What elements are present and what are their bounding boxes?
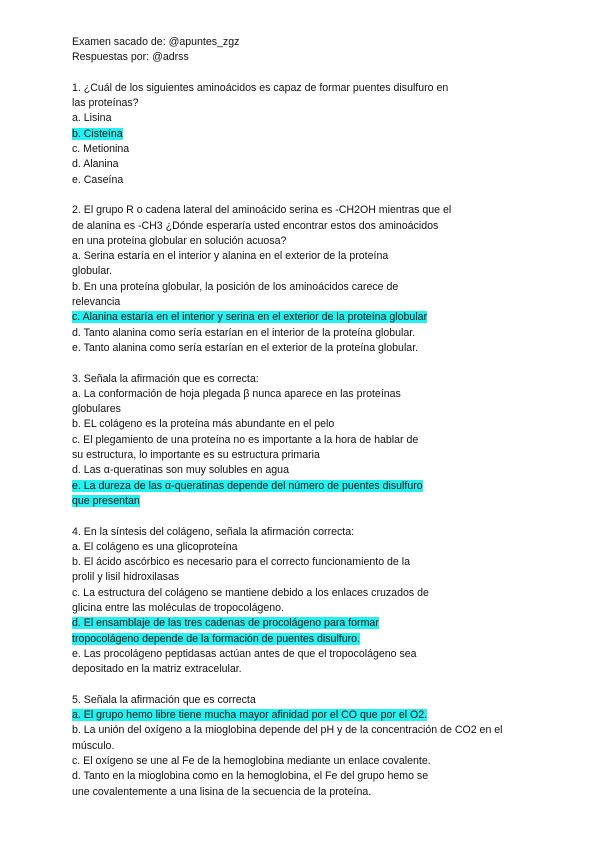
question-text-line: 5. Señala la afirmación que es correcta	[72, 693, 256, 706]
answer-option-text: b. El ácido ascórbico es necesario para el correcto funcionamiento de la	[72, 556, 411, 569]
answer-option-text: b. EL colágeno es la proteína más abundante en el pelo	[72, 418, 335, 431]
answer-option-line	[72, 295, 560, 310]
answer-option-line	[72, 249, 560, 264]
answer-option-text: d. Tanto alanina como sería estarían en el interior de la proteína globular.	[72, 326, 416, 339]
spacer	[72, 66, 560, 81]
answer-option-text: su estructura, lo importante es su estructura primaria	[72, 449, 320, 462]
answer-option-text: d. Alanina	[72, 158, 119, 171]
answer-option-correct	[72, 479, 560, 510]
answer-option	[72, 769, 560, 800]
answer-option-text: que presentan	[72, 494, 140, 507]
answer-option	[72, 540, 560, 555]
answer-option-text: globular.	[72, 265, 113, 278]
question-3	[72, 372, 560, 510]
answer-option	[72, 586, 560, 617]
answer-option	[72, 433, 560, 464]
answer-option	[72, 173, 560, 188]
question-text-line: 3. Señala la afirmación que es correcta:	[72, 372, 259, 385]
answer-option-line	[72, 448, 560, 463]
answer-option-line	[72, 310, 560, 325]
answer-option-line	[72, 417, 560, 432]
answer-option-text: a. El grupo hemo libre tiene mucha mayor afinidad por el CO que por el O2.	[72, 709, 428, 722]
answer-option-text: e. Caseína	[72, 173, 124, 186]
answer-option-text: prolil y lisil hidroxilasas	[72, 571, 180, 584]
answer-option-line	[72, 785, 560, 800]
answer-option-line	[72, 647, 560, 662]
answer-option-line	[72, 616, 560, 631]
answer-option-line	[72, 479, 560, 494]
answer-option-text: d. Las α-queratinas son muy solubles en agua	[72, 464, 289, 477]
answers-by-line: Respuestas por: @adrss	[72, 51, 189, 64]
answer-option-line	[72, 769, 560, 784]
spacer	[72, 188, 560, 203]
answer-option	[72, 387, 560, 418]
answer-option-text: d. El ensamblaje de las tres cadenas de procolágeno para formar	[72, 617, 379, 630]
answer-option-text: depositado en la matriz extracelular.	[72, 663, 242, 676]
answer-option-line	[72, 739, 560, 754]
answer-option	[72, 341, 560, 356]
answer-option-line	[72, 708, 560, 723]
question-text-line: 1. ¿Cuál de los siguientes aminoácidos es capaz de formar puentes disulfuro en	[72, 81, 449, 94]
answer-option	[72, 111, 560, 126]
answer-option-text: une covalentemente a una lisina de la secuencia de la proteína.	[72, 785, 372, 798]
answer-option-line	[72, 540, 560, 555]
answer-option-correct	[72, 708, 560, 723]
answer-option	[72, 723, 560, 754]
answer-option	[72, 280, 560, 311]
answer-option-text: d. Tanto en la mioglobina como en la hemoglobina, el Fe del grupo hemo se	[72, 770, 429, 783]
answer-option-correct	[72, 127, 560, 142]
answer-option-text: a. El colágeno es una glicoproteína	[72, 540, 238, 553]
answer-option-correct	[72, 310, 560, 325]
question-5	[72, 693, 560, 800]
answer-option-line	[72, 433, 560, 448]
answer-option	[72, 249, 560, 280]
question-list	[72, 66, 560, 800]
answer-option-text: globulares	[72, 403, 121, 416]
question-2	[72, 203, 560, 356]
answer-option-text: c. El plegamiento de una proteína no es importante a la hora de hablar de	[72, 433, 419, 446]
answer-option-line	[72, 280, 560, 295]
answer-option-line	[72, 586, 560, 601]
question-text-line: de alanina es -CH3 ¿Dónde esperaría usted encontrar estos dos aminoácidos	[72, 219, 439, 232]
question-text-line: las proteínas?	[72, 97, 139, 110]
answer-option-line	[72, 494, 560, 509]
answer-option	[72, 463, 560, 478]
answer-option-text: c. La estructura del colágeno se mantiene debido a los enlaces cruzados de	[72, 586, 429, 599]
answer-option-text: e. La dureza de las α-queratinas depende del número de puentes disulfuro	[72, 479, 423, 492]
answer-option-line	[72, 111, 560, 126]
answer-option-line	[72, 662, 560, 677]
answer-option	[72, 142, 560, 157]
question-text-line: 2. El grupo R o cadena lateral del aminoácido serina es -CH2OH mientras que el	[72, 204, 452, 217]
answer-option-text: b. Cisteína	[72, 127, 123, 140]
answer-option-line	[72, 754, 560, 769]
answer-option-text: tropocolágeno depende de la formación de puentes disulfuro.	[72, 632, 361, 645]
answer-option-text: a. La conformación de hoja plegada β nunca aparece en las proteínas	[72, 387, 401, 400]
answer-option-text: e. Tanto alanina como sería estarían en el exterior de la proteína globular.	[72, 341, 419, 354]
answer-option-line	[72, 555, 560, 570]
answer-option-line	[72, 142, 560, 157]
question-text-line: 4. En la síntesis del colágeno, señala la afirmación correcta:	[72, 525, 355, 538]
question-1	[72, 81, 560, 188]
answer-option	[72, 157, 560, 172]
answer-option-text: c. Alanina estaría en el interior y serina en el exterior de la proteína globular	[72, 311, 428, 324]
answer-option-line	[72, 264, 560, 279]
answer-option-text: c. El oxígeno se une al Fe de la hemoglobina mediante un enlace covalente.	[72, 754, 431, 767]
answer-option	[72, 555, 560, 586]
answer-option-line	[72, 157, 560, 172]
answer-option-line	[72, 326, 560, 341]
answer-option-text: b. En una proteína globular, la posición de los aminoácidos carece de	[72, 280, 399, 293]
document-header	[72, 35, 560, 66]
answer-option-line	[72, 173, 560, 188]
answer-option	[72, 754, 560, 769]
question-4	[72, 525, 560, 678]
answer-option	[72, 647, 560, 678]
spacer	[72, 356, 560, 371]
question-text-line: en una proteína globular en solución acuosa?	[72, 234, 287, 247]
answer-option-text: a. Serina estaría en el interior y alanina en el exterior de la proteína	[72, 250, 389, 263]
answer-option-line	[72, 387, 560, 402]
spacer	[72, 677, 560, 692]
answer-option-line	[72, 127, 560, 142]
answer-option-line	[72, 402, 560, 417]
answer-option-line	[72, 723, 560, 738]
spacer	[72, 509, 560, 524]
answer-option-text: c. Metionina	[72, 143, 130, 156]
answer-option	[72, 326, 560, 341]
answer-option-text: relevancia	[72, 296, 121, 309]
answer-option-line	[72, 632, 560, 647]
exam-source-line: Examen sacado de: @apuntes_zgz	[72, 36, 240, 48]
answer-option-line	[72, 463, 560, 478]
answer-option-line	[72, 570, 560, 585]
answer-option-text: músculo.	[72, 739, 115, 752]
answer-option-text: a. Lisina	[72, 112, 112, 125]
answer-option-text: b. La unión del oxígeno a la mioglobina depende del pH y de la concentración de CO2 en el	[72, 724, 503, 737]
answer-option-text: glicina entre las moléculas de tropocolágeno.	[72, 601, 285, 614]
answer-option-correct	[72, 616, 560, 647]
answer-option-text: e. Las procolágeno peptidasas actúan antes de que el tropocolágeno sea	[72, 647, 417, 660]
answer-option-line	[72, 601, 560, 616]
answer-option	[72, 417, 560, 432]
answer-option-line	[72, 341, 560, 356]
